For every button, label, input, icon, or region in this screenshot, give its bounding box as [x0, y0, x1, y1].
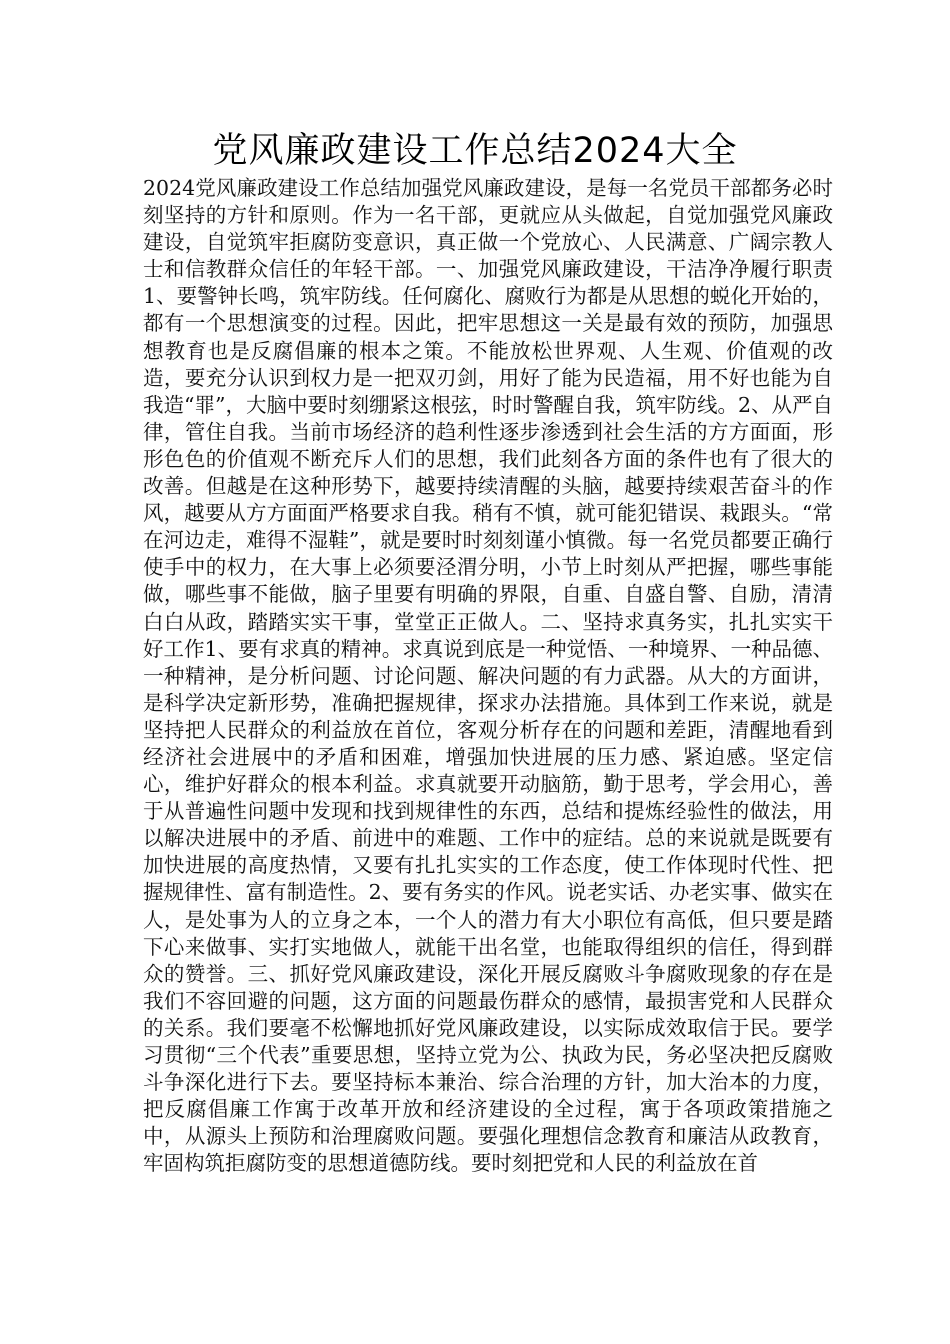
document-body: 2024党风廉政建设工作总结加强党风廉政建设，是每一名党员干部都务必时刻坚持的方针和原则。作为一名干部，更就应从头做起，自觉加强党风廉政建设，自觉筑牢拒腐防变意识，真正做一个党放心、人民满意、广阔宗教人士和信教群众信任的年轻干部。一、加强党风廉政建设，干洁净净履行职责1、要警钟长鸣，筑牢防线。任何腐化、腐败行为都是从思想的蜕化开始的，都有一个思想演变的过程。因此，把牢思想这一关是最有效的预防，加强思想教育也是反腐倡廉的根本之策。不能放松世界观、人生观、价值观的改造，要充分认识到权力是一把双刃剑，用好了能为民造福，用不好也能为自我造“罪”，大脑中要时刻绷紧这根弦，时时警醒自我，筑牢防线。2、从严自律，管住自我。当前市场经济的趋利性逐步渗透到社会生活的方方面面，形形色色的价值观不断充斥人们的思想，我们此刻各方面的条件也有了很大的改善。但越是在这种形势下，越要持续清醒的头脑，越要持续艰苦奋斗的作风，越要从方方面面严格要求自我。稍有不慎，就可能犯错误、栽跟头。“常在河边走，难得不湿鞋”，就是要时时刻刻谨小慎微。每一名党员都要正确行使手中的权力，在大事上必须要泾渭分明，小节上时刻从严把握，哪些事能做，哪些事不能做，脑子里要有明确的界限，自重、自盛自警、自励，清清白白从政，踏踏实实干事，堂堂正正做人。二、坚持求真务实，扎扎实实干好工作1、要有求真的精神。求真说到底是一种觉悟、一种境界、一种品德、一种精神，是分析问题、讨论问题、解决问题的有力武器。从大的方面讲，是科学决定新形势，准确把握规律，探求办法措施。具体到工作来说，就是坚持把人民群众的利益放在首位，客观分析存在的问题和差距，清醒地看到经济社会进展中的矛盾和困难，增强加快进展的压力感、紧迫感。坚定信心，维护好群众的根本利益。求真就要开动脑筋，勤于思考，学会用心，善于从普遍性问题中发现和找到规律性的东西，总结和提炼经验性的做法，用以解决进展中的矛盾、前进中的难题、工作中的症结。总的来说就是既要有加快进展的高度热情，又要有扎扎实实的工作态度，使工作体现时代性、把握规律性、富有制造性。2、要有务实的作风。说老实话、办老实事、做实在人，是处事为人的立身之本，一个人的潜力有大小职位有高低，但只要是踏下心来做事、实打实地做人，就能干出名堂，也能取得组织的信任，得到群众的赞誉。三、抓好党风廉政建设，深化开展反腐败斗争腐败现象的存在是我们不容回避的问题，这方面的问题最伤群众的感情，最损害党和人民群众的关系。我们要毫不松懈地抓好党风廉政建设，以实际成效取信于民。要学习贯彻“三个代表”重要思想，坚持立党为公、执政为民，务必坚决把反腐败斗争深化进行下去。要坚持标本兼治、综合治理的方针，加大治本的力度，把反腐倡廉工作寓于改革开放和经济建设的全过程，寓于各项政策措施之中，从源头上预防和治理腐败问题。要强化理想信念教育和廉洁从政教育，牢固构筑拒腐防变的思想道德防线。要时刻把党和人民的利益放在首	[143, 176, 834, 1176]
document-title: 党风廉政建设工作总结2024大全	[212, 131, 738, 171]
